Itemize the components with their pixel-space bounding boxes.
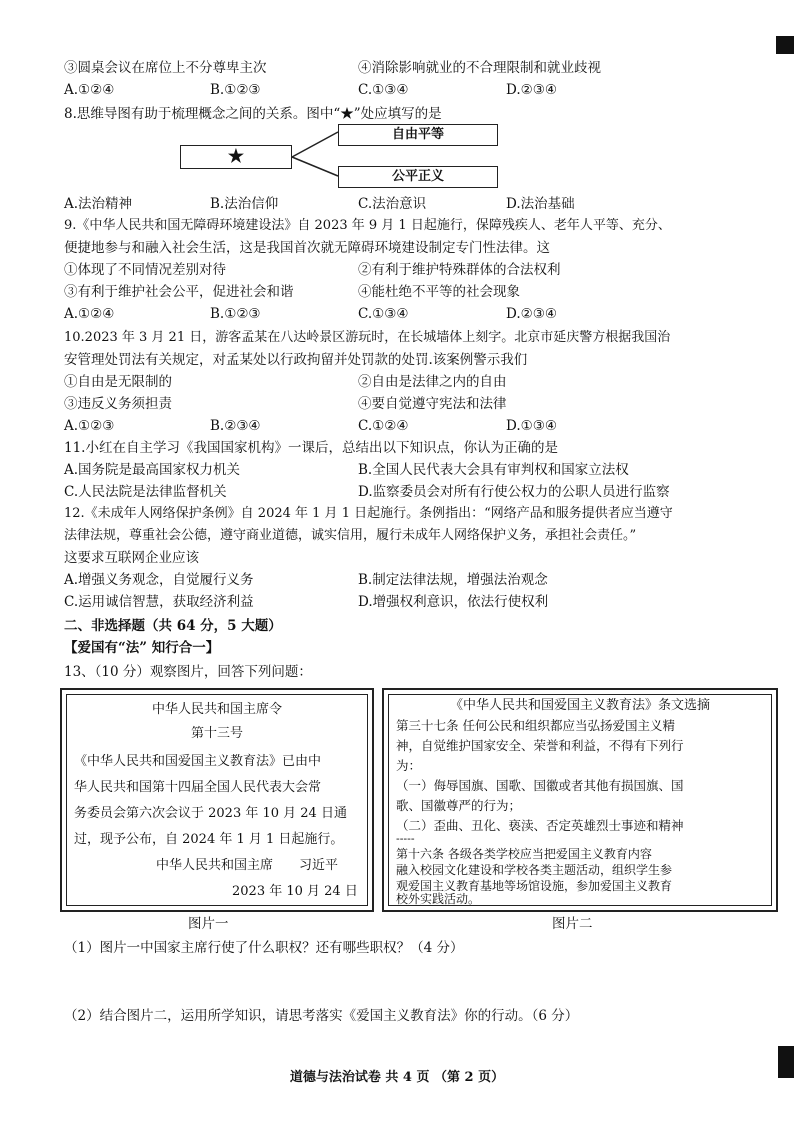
q10-stem-line2: 安管理处罚法有关规定，对孟某处以行政拘留并处罚款的处罚.该案例警示我们: [64, 352, 528, 368]
q7-choice-b: B.①②③: [210, 82, 261, 98]
picture-1-text-line2: 华人民共和国第十四届全国人民代表大会常: [74, 780, 322, 795]
mind-map-center-node: [180, 145, 292, 169]
section-title: 二、非选择题（共 64 分，5 大题）: [64, 618, 282, 634]
q13-stem: 13、（10 分）观察图片，回答下列问题：: [64, 664, 312, 680]
picture-1-text-line1: 《中华人民共和国爱国主义教育法》已由中: [74, 754, 322, 769]
q11-choice-c: C.人民法院是法律监督机关: [64, 484, 227, 500]
picture-2-line3: 神，自觉维护国家安全、荣誉和利益，不得有下列行: [396, 738, 684, 753]
q10-stem-line1: 10.2023 年 3 月 21 日，游客孟某在八达岭景区游玩时，在长城墙体上刻字。北京市延庆警方根据我国治: [64, 330, 671, 345]
q12-choice-a: A.增强义务观念，自觉履行义务: [64, 572, 254, 588]
mind-map-node-bottom: 公平正义: [338, 166, 498, 188]
picture-2-caption: 图片二: [552, 916, 593, 932]
q8-choice-c: C.法治意识: [358, 196, 427, 212]
picture-2-line12: 校外实践活动。: [396, 892, 481, 906]
picture-2-line8: -----: [396, 832, 415, 845]
q12-stem-line2: 法律法规，尊重社会公德，遵守商业道德，诚实信用，履行未成年人网络保护义务，承担社会责任。”: [64, 528, 637, 543]
q7-choice-a: A.①②④: [64, 82, 115, 98]
q10-item-2: ②自由是法律之内的自由: [358, 374, 507, 390]
mind-map-connectors: [290, 128, 342, 180]
picture-1-date: 2023 年 10 月 24 日: [232, 884, 358, 899]
q12-choice-b: B.制定法律法规，增强法治观念: [358, 572, 548, 588]
q13-part-2: （2）结合图片二，运用所学知识，请思考落实《爱国主义教育法》你的行动。（6 分）: [64, 1008, 579, 1024]
picture-1-text-line3: 务委员会第六次会议于 2023 年 10 月 24 日通: [74, 806, 347, 821]
mind-map-node-top: 自由平等: [338, 124, 498, 146]
q11-choice-a: A.国务院是最高国家权力机关: [64, 462, 241, 478]
q10-item-4: ④要自觉遵守宪法和法律: [358, 396, 507, 412]
q12-stem-line3: 这要求互联网企业应该: [64, 550, 199, 566]
q10-choice-b: B.②③④: [210, 418, 261, 434]
q9-stem-line2: 便捷地参与和融入社会生活，这是我国首次就无障碍环境建设制定专门性法律。这: [64, 240, 550, 256]
q7-option-4: ④消除影响就业的不合理限制和就业歧视: [358, 60, 601, 76]
section-subtitle: 【爱国有“法” 知行合一】: [64, 640, 220, 656]
q10-choice-c: C.①②④: [358, 418, 409, 434]
q9-choice-a: A.①②④: [64, 306, 115, 322]
registration-mark-top: [776, 36, 794, 54]
q7-choice-d: D.②③④: [506, 82, 557, 98]
q12-stem-line1: 12.《未成年人网络保护条例》自 2024 年 1 月 1 日起施行。条例指出：“网络产品和服务提供者应当遵守: [64, 506, 673, 521]
picture-1-title: 中华人民共和国主席令: [151, 702, 282, 717]
q9-item-2: ②有利于维护特殊群体的合法权利: [358, 262, 561, 278]
q13-part-1: （1）图片一中国家主席行使了什么职权？还有哪些职权？（4 分）: [64, 940, 464, 956]
q9-item-4: ④能杜绝不平等的社会现象: [358, 284, 520, 300]
q8-choice-a: A.法治精神: [64, 196, 133, 212]
picture-2-line9: 第十六条 各级各类学校应当把爱国主义教育内容: [396, 847, 652, 861]
q9-item-1: ①体现了不同情况差别对待: [64, 262, 226, 278]
picture-1-signature: 中华人民共和国主席 习近平: [156, 858, 339, 873]
q10-choice-d: D.①③④: [506, 418, 557, 434]
picture-2-line11: 观爱国主义教育基地等场馆设施，参加爱国主义教育: [396, 879, 673, 893]
q8-choice-d: D.法治基础: [506, 196, 575, 212]
picture-2-line6: 歌、国徽尊严的行为；: [396, 798, 522, 813]
q11-choice-d: D.监察委员会对所有行使公权力的公职人员进行监察: [358, 484, 670, 500]
picture-1-number: 第十三号: [190, 726, 243, 741]
picture-2-line4: 为：: [396, 758, 422, 773]
q8-stem: 8.思维导图有助于梳理概念之间的关系。图中“★”处应填写的是: [64, 106, 442, 122]
q9-choice-c: C.①③④: [358, 306, 409, 322]
q10-choice-a: A.①②③: [64, 418, 115, 434]
picture-2-line7: （二）歪曲、丑化、亵渎、否定英雄烈士事迹和精神: [396, 818, 684, 833]
q8-choice-b: B.法治信仰: [210, 196, 279, 212]
page-footer: 道德与法治试卷 共 4 页 （第 2 页）: [289, 1070, 505, 1085]
q9-stem-line1: 9.《中华人民共和国无障碍环境建设法》自 2023 年 9 月 1 日起施行，保障残疾人、老年人平等、充分、: [64, 218, 671, 233]
q11-stem: 11.小红在自主学习《我国国家机构》一课后，总结出以下知识点，你认为正确的是: [64, 440, 558, 456]
q7-option-3: ③圆桌会议在席位上不分尊卑主次: [64, 60, 267, 76]
q10-item-1: ①自由是无限制的: [64, 374, 172, 390]
q9-item-3: ③有利于维护社会公平，促进社会和谐: [64, 284, 294, 300]
q7-choice-c: C.①③④: [358, 82, 409, 98]
picture-2-title: 《中华人民共和国爱国主义教育法》条文选摘: [449, 698, 710, 713]
picture-1-caption: 图片一: [188, 916, 229, 932]
picture-1-text-line4: 过，现予公布，自 2024 年 1 月 1 日起施行。: [74, 832, 344, 847]
picture-2-line5: （一）侮辱国旗、国歌、国徽或者其他有损国旗、国: [396, 778, 684, 793]
q9-choice-d: D.②③④: [506, 306, 557, 322]
picture-2-line10: 融入校园文化建设和学校各类主题活动，组织学生参: [396, 863, 673, 877]
q10-item-3: ③违反义务须担责: [64, 396, 172, 412]
q12-choice-d: D.增强权利意识，依法行使权利: [358, 594, 549, 610]
picture-2-line2: 第三十七条 任何公民和组织都应当弘扬爱国主义精: [396, 718, 675, 733]
q9-choice-b: B.①②③: [210, 306, 261, 322]
q12-choice-c: C.运用诚信智慧，获取经济利益: [64, 594, 254, 610]
q11-choice-b: B.全国人民代表大会具有审判权和国家立法权: [358, 462, 629, 478]
star-icon: ★: [227, 146, 245, 167]
